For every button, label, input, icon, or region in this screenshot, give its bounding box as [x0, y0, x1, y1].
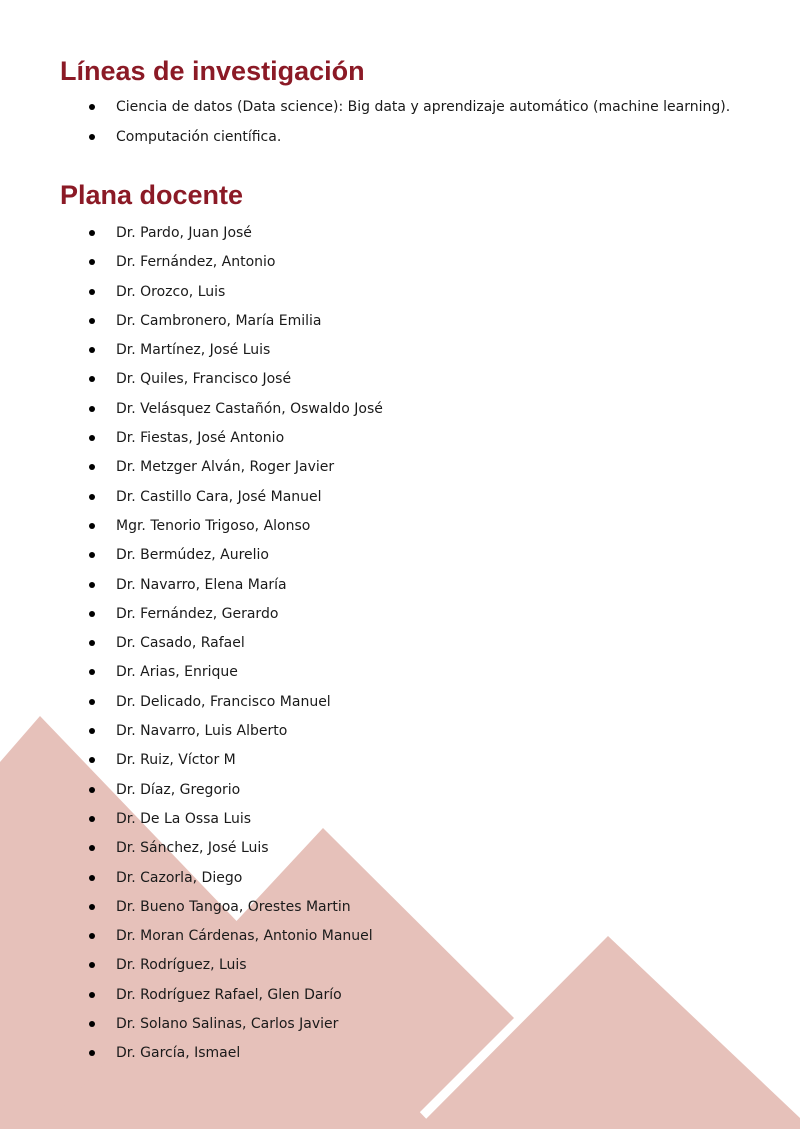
- bullet-icon: [89, 464, 95, 470]
- bullet-icon: [89, 134, 95, 140]
- list-item: [0, 867, 383, 896]
- list-item: [0, 1042, 383, 1071]
- list-item: [0, 808, 383, 837]
- list-item-text: Mgr. Tenorio Trigoso, Alonso: [116, 517, 311, 534]
- bullet-icon: [89, 376, 95, 382]
- list-item-text: Dr. De La Ossa Luis: [116, 810, 252, 827]
- list-item: [0, 896, 383, 925]
- list-item-text: Dr. Castillo Cara, José Manuel: [116, 488, 322, 505]
- bullet-icon: [89, 962, 95, 968]
- list-item: [0, 281, 383, 310]
- bullet-icon: [89, 523, 95, 529]
- list-item-text: Dr. Fernández, Gerardo: [116, 605, 279, 622]
- bullet-icon: [89, 757, 95, 763]
- list-item: [0, 954, 383, 983]
- bullet-icon: [89, 904, 95, 910]
- faculty-list: [0, 222, 383, 1072]
- research-lines-list: [0, 96, 730, 156]
- bullet-icon: [89, 728, 95, 734]
- list-item: [0, 984, 383, 1013]
- list-item-text: Dr. Sánchez, José Luis: [116, 840, 269, 857]
- list-item: [0, 251, 383, 280]
- list-item-text: Dr. Díaz, Gregorio: [116, 781, 241, 798]
- bullet-icon: [89, 992, 95, 998]
- list-item: [0, 749, 383, 778]
- list-item-text: Dr. Casado, Rafael: [116, 635, 245, 652]
- list-item-text: Dr. Orozco, Luis: [116, 283, 226, 300]
- list-item-text: Dr. Fiestas, José Antonio: [116, 430, 285, 447]
- list-item: [0, 603, 383, 632]
- list-item: [0, 574, 383, 603]
- bullet-icon: [89, 787, 95, 793]
- list-item: [0, 96, 730, 126]
- bullet-icon: [89, 552, 95, 558]
- faculty-heading: Plana docente: [60, 180, 244, 210]
- bullet-icon: [89, 289, 95, 295]
- list-item: [0, 779, 383, 808]
- list-item: [0, 126, 730, 156]
- list-item-text: Dr. Cambronero, María Emilia: [116, 312, 322, 329]
- list-item: [0, 398, 383, 427]
- list-item-text: Dr. Solano Salinas, Carlos Javier: [116, 1016, 339, 1033]
- list-item-text: Dr. Rodríguez Rafael, Glen Darío: [116, 986, 342, 1003]
- bullet-icon: [89, 104, 95, 110]
- list-item-text: Dr. Navarro, Luis Alberto: [116, 723, 288, 740]
- list-item-text: Dr. Arias, Enrique: [116, 664, 238, 681]
- bullet-icon: [89, 406, 95, 412]
- bullet-icon: [89, 582, 95, 588]
- list-item-text: Dr. Pardo, Juan José: [116, 225, 252, 241]
- bullet-icon: [89, 435, 95, 441]
- bullet-icon: [89, 347, 95, 353]
- list-item: [0, 310, 383, 339]
- list-item: [0, 632, 383, 661]
- list-item-text: Dr. Ruiz, Víctor M: [116, 752, 236, 769]
- list-item-text: Dr. Delicado, Francisco Manuel: [116, 693, 331, 710]
- list-item-text: Dr. Bueno Tangoa, Orestes Martin: [116, 898, 351, 915]
- list-item: [0, 544, 383, 573]
- list-item: [0, 661, 383, 690]
- list-item-text: Ciencia de datos (Data science): Big data y aprendizaje automático (machine learning).: [116, 99, 731, 115]
- list-item: [0, 1013, 383, 1042]
- list-item-text: Dr. Martínez, José Luis: [116, 342, 271, 359]
- list-item: [0, 427, 383, 456]
- list-item: [0, 222, 383, 251]
- list-item-text: Dr. Bermúdez, Aurelio: [116, 547, 269, 564]
- list-item: [0, 720, 383, 749]
- bullet-icon: [89, 875, 95, 881]
- bullet-icon: [89, 230, 95, 236]
- list-item-text: Dr. Fernández, Antonio: [116, 254, 276, 271]
- list-item-text: Dr. Quiles, Francisco José: [116, 371, 292, 388]
- list-item-text: Dr. Navarro, Elena María: [116, 576, 287, 593]
- list-item: [0, 691, 383, 720]
- list-item-text: Dr. Velásquez Castañón, Oswaldo José: [116, 400, 383, 417]
- list-item: [0, 837, 383, 866]
- bullet-icon: [89, 494, 95, 500]
- list-item: [0, 456, 383, 485]
- bullet-icon: [89, 699, 95, 705]
- bullet-icon: [89, 318, 95, 324]
- list-item: [0, 925, 383, 954]
- list-item: [0, 368, 383, 397]
- bullet-icon: [89, 816, 95, 822]
- list-item-text: Dr. Moran Cárdenas, Antonio Manuel: [116, 928, 373, 945]
- list-item: [0, 486, 383, 515]
- list-item-text: Dr. Rodríguez, Luis: [116, 957, 247, 974]
- bullet-icon: [89, 640, 95, 646]
- list-item: [0, 515, 383, 544]
- bullet-icon: [89, 259, 95, 265]
- list-item-text: Dr. Metzger Alván, Roger Javier: [116, 459, 335, 476]
- list-item-text: Computación científica.: [116, 129, 282, 145]
- research-lines-heading: Líneas de investigación: [60, 56, 365, 86]
- list-item: [0, 339, 383, 368]
- bullet-icon: [89, 1021, 95, 1027]
- bullet-icon: [89, 611, 95, 617]
- bullet-icon: [89, 1050, 95, 1056]
- bullet-icon: [89, 845, 95, 851]
- list-item-text: Dr. Cazorla, Diego: [116, 869, 243, 886]
- bullet-icon: [89, 933, 95, 939]
- bullet-icon: [89, 669, 95, 675]
- list-item-text: Dr. García, Ismael: [116, 1045, 241, 1062]
